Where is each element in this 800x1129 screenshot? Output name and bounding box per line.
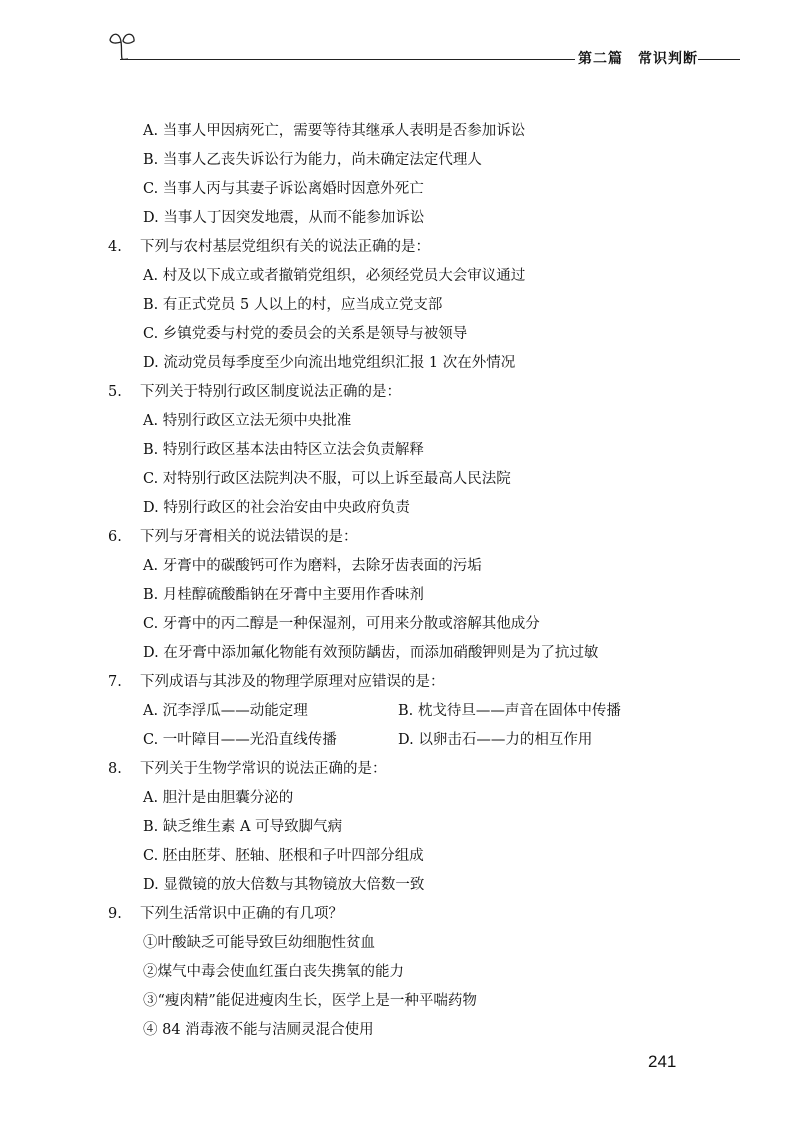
q4-number: 4.	[108, 239, 122, 255]
q6-option-d: D. 在牙膏中添加氟化物能有效预防龋齿，而添加硝酸钾则是为了抗过敏	[143, 645, 599, 661]
q3-option-d: D. 当事人丁因突发地震，从而不能参加诉讼	[143, 210, 425, 226]
q8-option-d: D. 显微镜的放大倍数与其物镜放大倍数一致	[143, 877, 425, 893]
q8-option-c: C. 胚由胚芽、胚轴、胚根和子叶四部分组成	[143, 848, 424, 864]
q4-option-d: D. 流动党员每季度至少向流出地党组织汇报 1 次在外情况	[143, 355, 516, 371]
q3-option-b: B. 当事人乙丧失诉讼行为能力，尚未确定法定代理人	[143, 152, 482, 168]
q9-item-1: ①叶酸缺乏可能导致巨幼细胞性贫血	[143, 935, 375, 951]
q9-item-2: ②煤气中毒会使血红蛋白丧失携氧的能力	[143, 964, 404, 980]
q4-option-c: C. 乡镇党委与村党的委员会的关系是领导与被领导	[143, 326, 468, 342]
q8-number: 8.	[108, 761, 122, 777]
q9-number: 9.	[108, 906, 122, 922]
q7-option-d: D. 以卵击石——力的相互作用	[398, 732, 593, 748]
q6-stem: 下列与牙膏相关的说法错误的是：	[140, 529, 358, 545]
header-rule-left	[120, 59, 575, 60]
q6-option-a: A. 牙膏中的碳酸钙可作为磨料，去除牙齿表面的污垢	[143, 558, 482, 574]
q5-number: 5.	[108, 384, 122, 400]
sprout-icon	[102, 28, 142, 68]
q4-option-a: A. 村及以下成立或者撤销党组织，必须经党员大会审议通过	[143, 268, 526, 284]
q9-item-4: ④ 84 消毒液不能与洁厕灵混合使用	[143, 1022, 374, 1038]
q4-stem: 下列与农村基层党组织有关的说法正确的是：	[140, 239, 430, 255]
q5-option-b: B. 特别行政区基本法由特区立法会负责解释	[143, 442, 424, 458]
q6-option-c: C. 牙膏中的丙二醇是一种保湿剂，可用来分散或溶解其他成分	[143, 616, 540, 632]
q7-option-a: A. 沉李浮瓜——动能定理	[143, 703, 308, 719]
page-number: 241	[648, 1052, 677, 1071]
q9-stem: 下列生活常识中正确的有几项？	[140, 906, 343, 922]
q5-option-d: D. 特别行政区的社会治安由中央政府负责	[143, 500, 410, 516]
q6-number: 6.	[108, 529, 122, 545]
q5-option-a: A. 特别行政区立法无须中央批准	[143, 413, 352, 429]
q4-option-b: B. 有正式党员 5 人以上的村，应当成立党支部	[143, 297, 443, 313]
q5-option-c: C. 对特别行政区法院判决不服，可以上诉至最高人民法院	[143, 471, 511, 487]
running-header	[100, 28, 740, 68]
q6-option-b: B. 月桂醇硫酸酯钠在牙膏中主要用作香味剂	[143, 587, 424, 603]
q7-number: 7.	[108, 674, 122, 690]
q3-option-a: A. 当事人甲因病死亡，需要等待其继承人表明是否参加诉讼	[143, 123, 526, 139]
q7-option-b: B. 枕戈待旦——声音在固体中传播	[398, 703, 621, 719]
q3-option-c: C. 当事人丙与其妻子诉讼离婚时因意外死亡	[143, 181, 424, 197]
q8-option-a: A. 胆汁是由胆囊分泌的	[143, 790, 294, 806]
q9-item-3: ③“瘦肉精”能促进瘦肉生长，医学上是一种平喘药物	[143, 993, 477, 1009]
header-title: 第二篇 常识判断	[578, 51, 698, 67]
q8-stem: 下列关于生物学常识的说法正确的是：	[140, 761, 387, 777]
q5-stem: 下列关于特别行政区制度说法正确的是：	[140, 384, 401, 400]
header-rule-right	[698, 59, 740, 60]
q7-stem: 下列成语与其涉及的物理学原理对应错误的是：	[140, 674, 445, 690]
q8-option-b: B. 缺乏维生素 A 可导致脚气病	[143, 819, 343, 835]
q7-option-c: C. 一叶障目——光沿直线传播	[143, 732, 337, 748]
